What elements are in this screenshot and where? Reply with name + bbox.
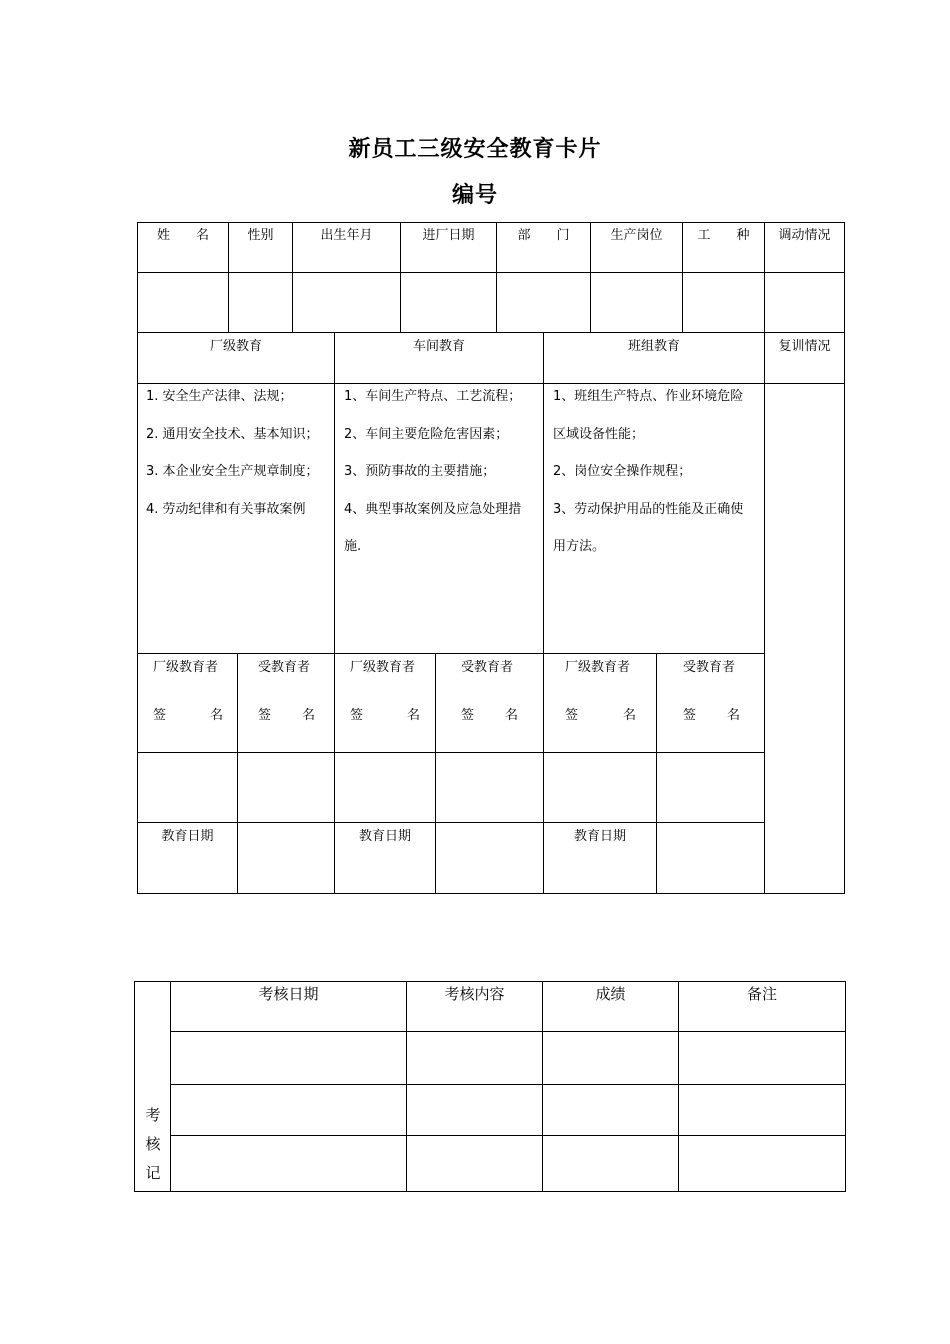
trainee-label: 受教育者 <box>461 660 514 675</box>
header-retraining: 复训情况 <box>778 339 831 354</box>
card-number-label: 编号 <box>451 183 498 208</box>
content-line: 4、典型事故案例及应急处理措施. <box>344 501 522 554</box>
header-factory-education: 厂级教育 <box>209 339 262 354</box>
education-date-label: 教育日期 <box>161 829 214 844</box>
exam-content-header: 考核内容 <box>444 985 505 1003</box>
exam-side-char: 记 <box>145 1164 161 1182</box>
sign-label: 名 <box>407 708 421 723</box>
trainee-label: 受教育者 <box>258 660 311 675</box>
content-line: 2. 通用安全技术、基本知识； <box>146 426 319 442</box>
header-position: 生产岗位 <box>610 228 663 243</box>
exam-date-header: 考核日期 <box>258 985 319 1003</box>
content-line: 3、预防事故的主要措施； <box>344 464 496 479</box>
sign-label: 名 <box>210 708 224 723</box>
factory-educator-label: 厂级教育者 <box>565 660 631 675</box>
page-title: 新员工三级安全教育卡片 <box>348 137 602 162</box>
header-job-type: 工 种 <box>697 228 750 243</box>
education-date-label: 教育日期 <box>573 829 626 844</box>
sign-label: 签 <box>683 708 697 723</box>
exam-side-label <box>143 1101 163 1188</box>
content-line: 2、车间主要危险危害因素； <box>344 426 509 442</box>
sign-label: 名 <box>302 708 316 723</box>
content-line: 1、车间生产特点、工艺流程； <box>344 389 522 404</box>
education-date-label: 教育日期 <box>358 829 411 844</box>
exam-score-header: 成绩 <box>595 985 626 1003</box>
header-transfer: 调动情况 <box>778 228 831 243</box>
sign-label: 名 <box>623 708 637 723</box>
sign-label: 名 <box>727 708 741 723</box>
exam-side-char: 考 <box>145 1106 161 1124</box>
content-line: 2、岗位安全操作规程； <box>553 464 692 479</box>
header-workshop-education: 车间教育 <box>412 339 465 354</box>
header-gender: 性别 <box>247 228 274 243</box>
header-name: 姓 名 <box>156 228 209 243</box>
header-team-education: 班组教育 <box>627 339 680 354</box>
sign-label: 名 <box>505 708 519 723</box>
trainee-label: 受教育者 <box>683 660 736 675</box>
header-birth: 出生年月 <box>320 228 373 243</box>
sign-label: 签 <box>461 708 475 723</box>
header-department: 部 门 <box>517 228 570 243</box>
exam-side-char: 核 <box>145 1135 161 1153</box>
content-line: 3. 本企业安全生产规章制度； <box>146 464 319 479</box>
sign-label: 签 <box>350 708 364 723</box>
content-line: 3、劳动保护用品的性能及正确使用方法。 <box>553 501 744 554</box>
factory-educator-label: 厂级教育者 <box>350 660 416 675</box>
factory-education-content <box>146 378 324 528</box>
content-line: 1. 安全生产法律、法规； <box>146 389 293 404</box>
sign-label: 签 <box>565 708 579 723</box>
header-entry-date: 进厂日期 <box>422 228 475 243</box>
sign-label: 签 <box>258 708 272 723</box>
factory-educator-label: 厂级教育者 <box>153 660 219 675</box>
team-education-content <box>553 378 753 566</box>
content-line: 1、班组生产特点、作业环境危险区域设备性能； <box>553 389 744 442</box>
sign-label: 签 <box>153 708 167 723</box>
exam-remark-header: 备注 <box>746 985 777 1003</box>
content-line: 4. 劳动纪律和有关事故案例 <box>146 501 306 517</box>
workshop-education-content <box>344 378 530 566</box>
